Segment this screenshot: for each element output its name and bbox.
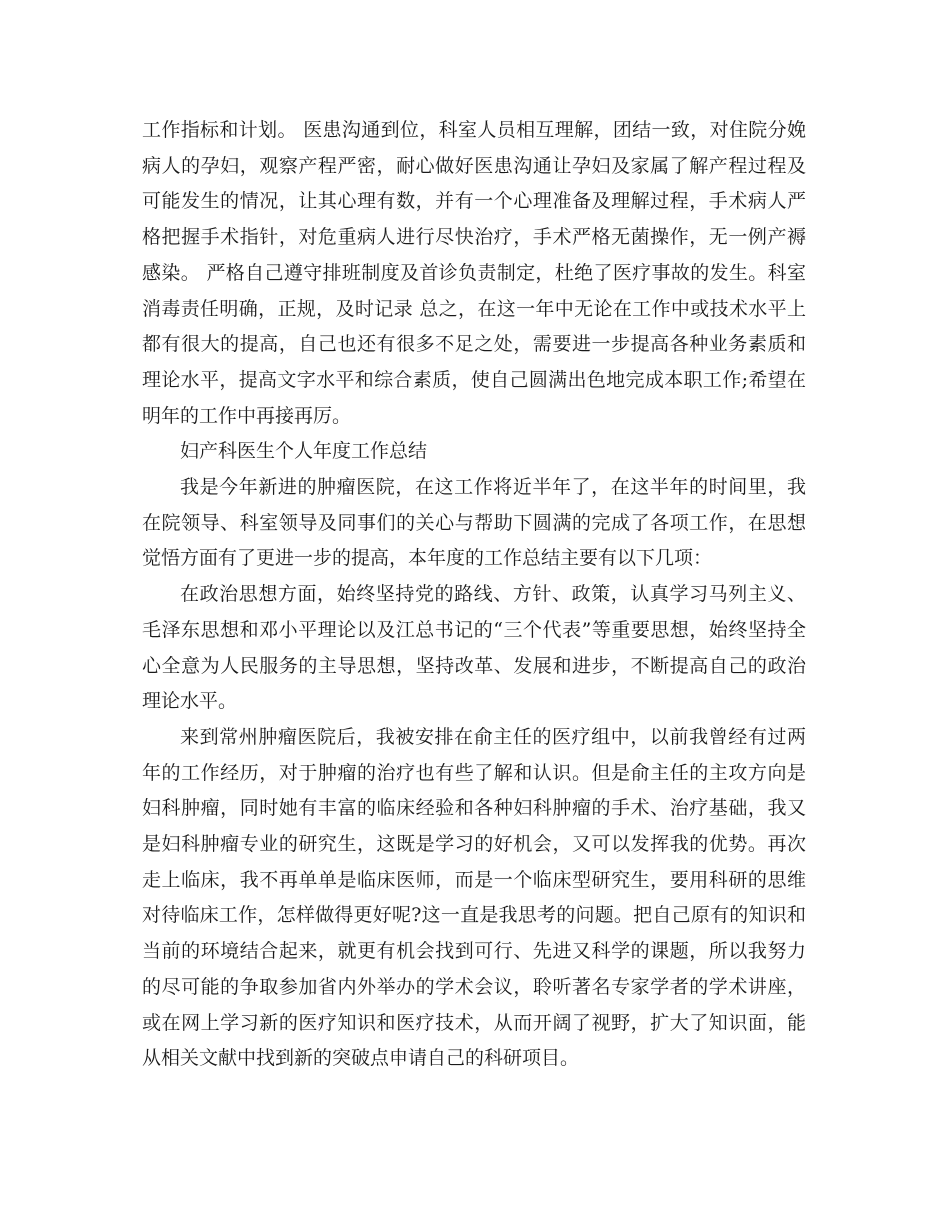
paragraph-political: 在政治思想方面，始终坚持党的路线、方针、政策，认真学习马列主义、毛泽东思想和邓小平理论以及江总书记的“三个代表”等重要思想，始终坚持全心全意为人民服务的主导思想，坚持改革、发展和进步，不断提高自己的政治理论水平。 xyxy=(142,583,806,713)
paragraph-work: 来到常州肿瘤医院后，我被安排在俞主任的医疗组中，以前我曾经有过两年的工作经历，对于肿瘤的治疗也有些了解和认识。但是俞主任的主攻方向是妇科肿瘤，同时她有丰富的临床经验和各种妇科肿瘤的手术、治疗基础，我又是妇科肿瘤专业的研究生，这既是学习的好机会，又可以发挥我的优势。再次走上临床，我不再单单是临床医师，而是一个临床型研究生，要用科研的思维对待临床工作，怎样做得更好呢?这一直是我思考的问题。把自己原有的知识和当前的环境结合起来，就更有机会找到可行、先进又科学的课题，所以我努力的尽可能的争取参加省内外举办的学术会议，聆听著名专家学者的学术讲座，或在网上学习新的医疗知识和医疗技术，从而开阔了视野，扩大了知识面，能从相关文献中找到新的突破点申请自己的科研项目。 xyxy=(142,725,806,1070)
document-body xyxy=(142,113,806,1077)
paragraph-intro: 我是今年新进的肿瘤医院，在这工作将近半年了，在这半年的时间里，我在院领导、科室领导及同事们的关心与帮助下圆满的完成了各项工作，在思想觉悟方面有了更进一步的提高，本年度的工作总结主要有以下几项： xyxy=(142,476,806,570)
section-heading: 妇产科医生个人年度工作总结 xyxy=(180,440,428,463)
paragraph-continuation: 工作指标和计划。 医患沟通到位，科室人员相互理解，团结一致，对住院分娩病人的孕妇，观察产程严密，耐心做好医患沟通让孕妇及家属了解产程过程及可能发生的情况，让其心理有数，并有一个心理准备及理解过程，手术病人严格把握手术指针，对危重病人进行尽快治疗，手术严格无菌操作，无一例产褥感染。 严格自己遵守排班制度及首诊负责制定，杜绝了医疗事故的发生。科室消毒责任明确，正规，及时记录 总之，在这一年中无论在工作中或技术水平上都有很大的提高，自己也还有很多不足之处，需要进一步提高各种业务素质和理论水平，提高文字水平和综合素质，使自己圆满出色地完成本职工作;希望在明年的工作中再接再厉。 xyxy=(142,119,806,427)
